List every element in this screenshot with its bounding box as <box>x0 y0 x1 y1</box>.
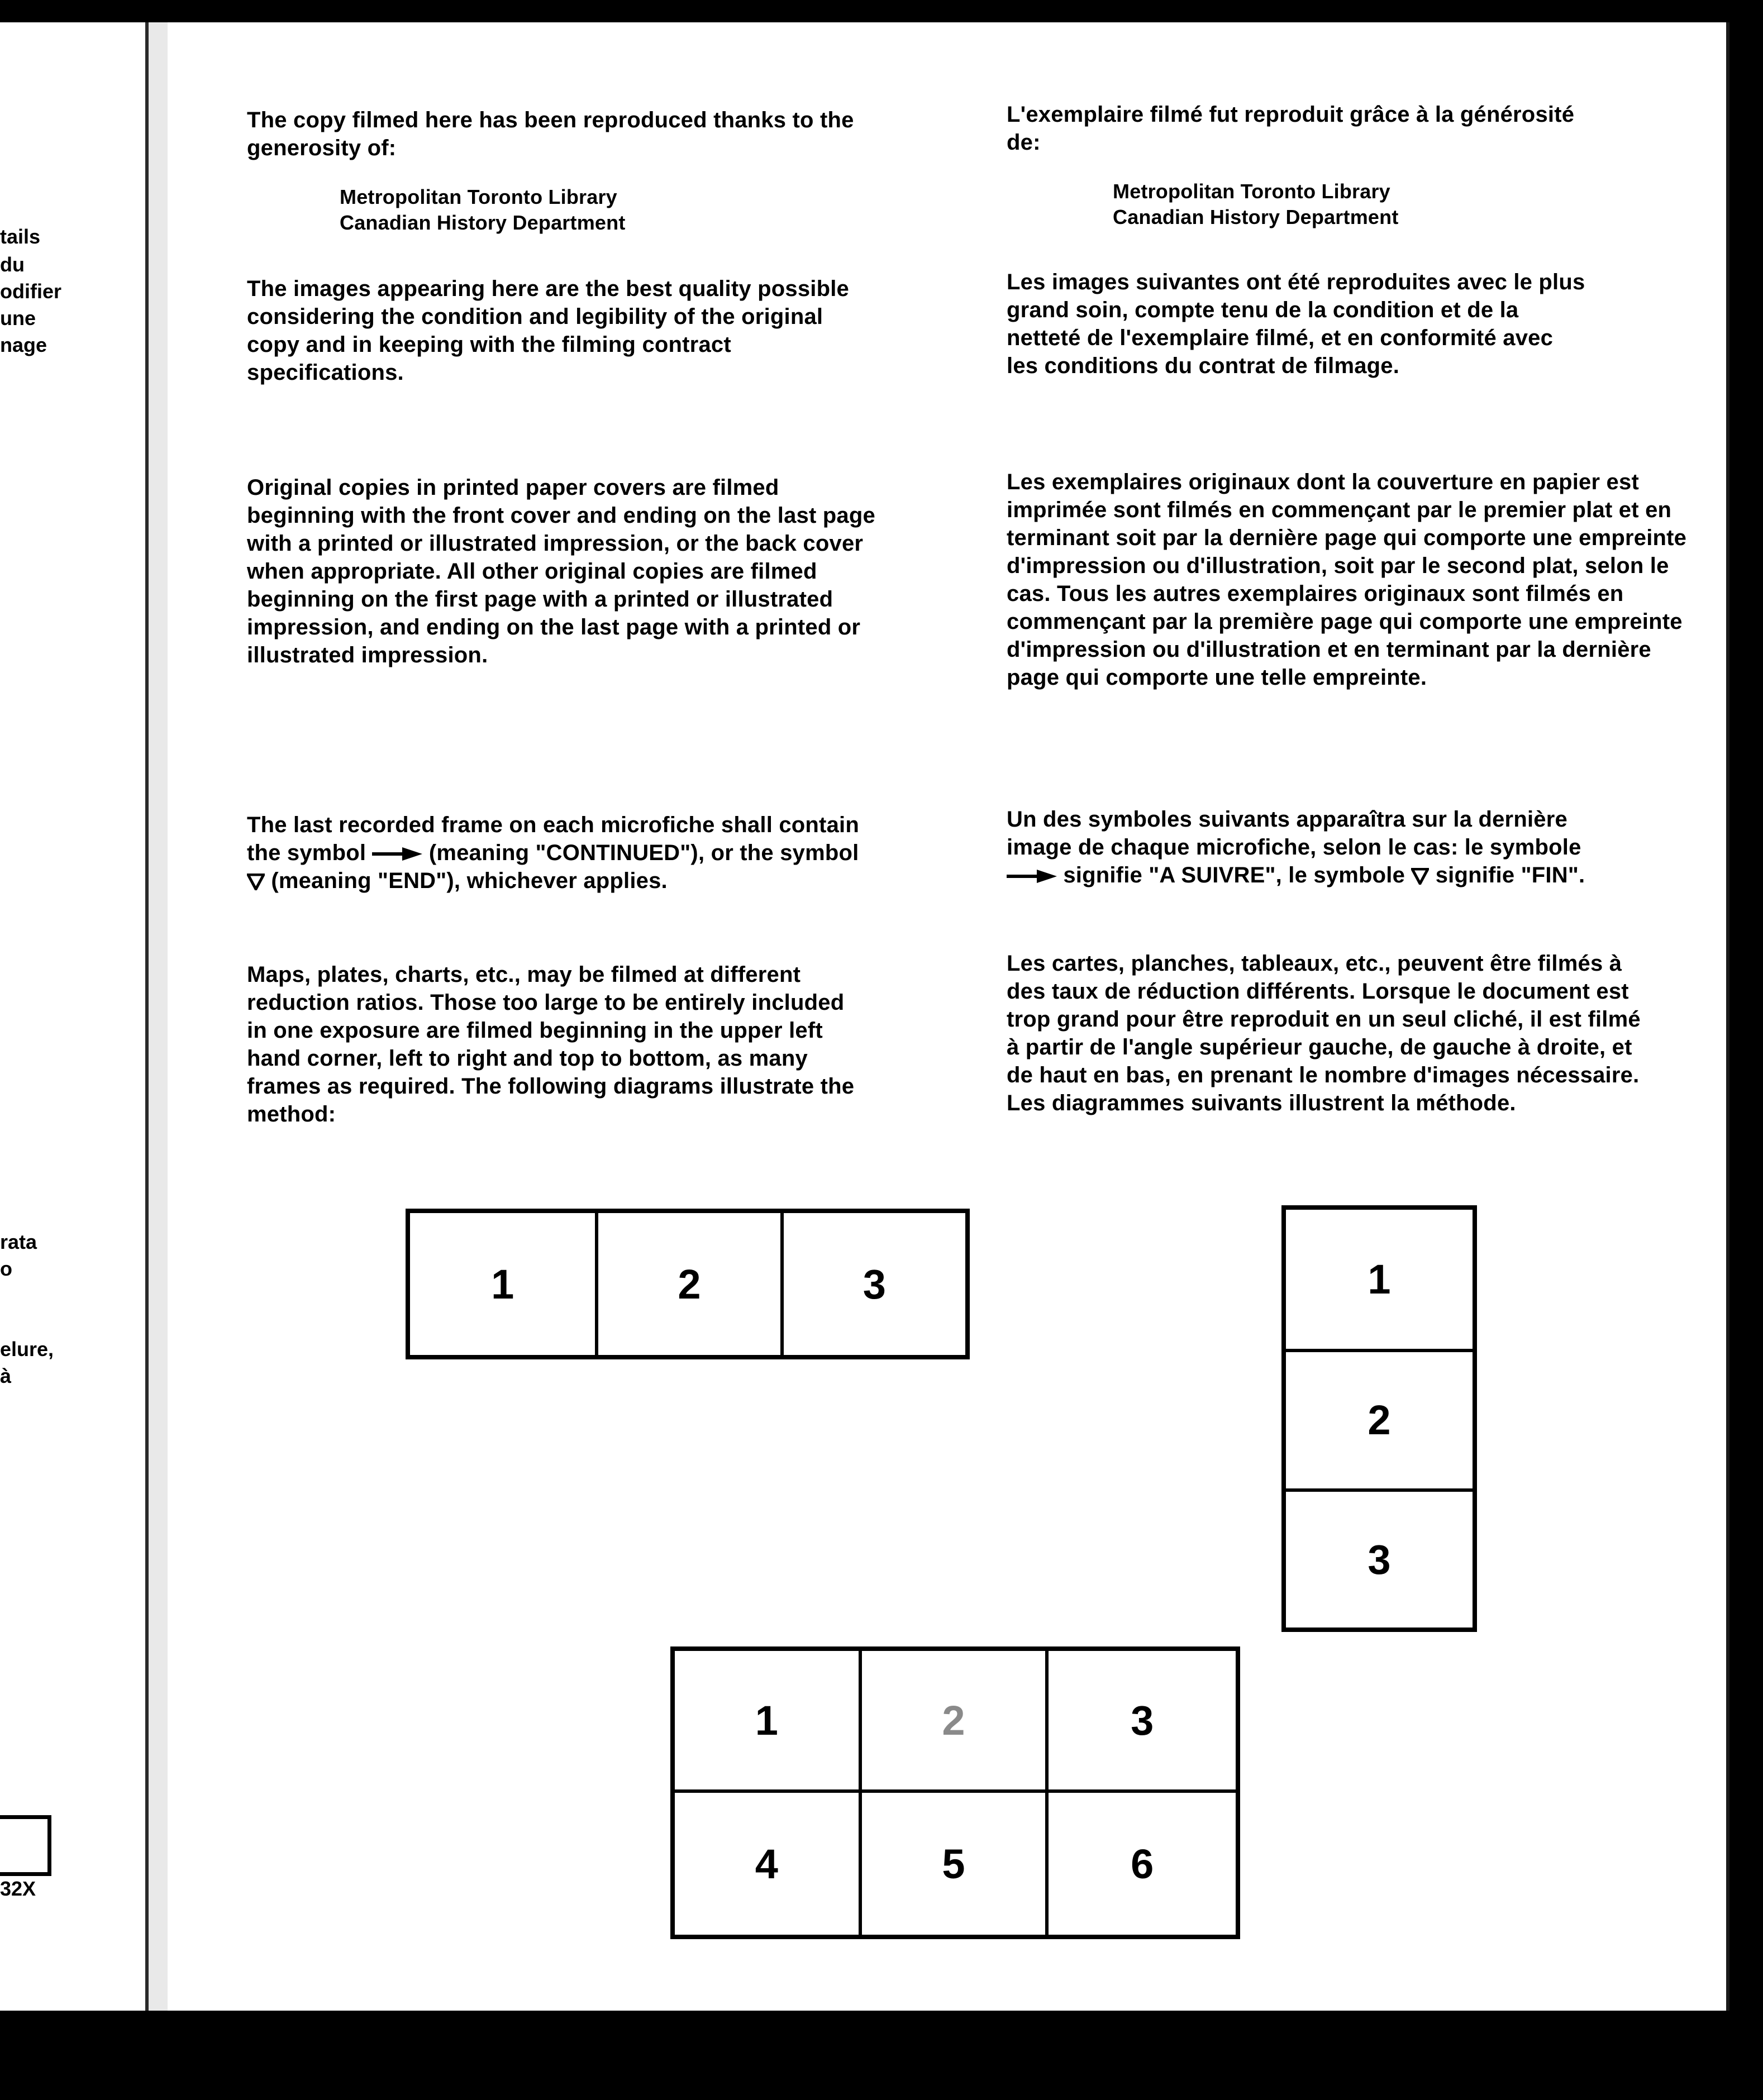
french-symbols <box>1007 805 1588 889</box>
symbol-text: signifie "FIN". <box>1435 863 1585 887</box>
french-quality: Les images suivantes ont été reproduites avec le plus grand soin, compte tenu de la condition et de la netteté de l'exemplaire filmé, et en conformité avec les conditions du contrat de filmage. <box>1007 270 1585 378</box>
english-symbols <box>247 811 867 895</box>
symbol-text: (meaning "END"), whichever applies. <box>271 868 668 893</box>
frame-cell: 1 <box>1367 1256 1391 1303</box>
arrow-icon <box>372 847 422 861</box>
library-department: Canadian History Department <box>1113 206 1399 228</box>
symbol-text: The last recorded frame on each microfiche shall contain the symbol <box>247 813 859 865</box>
strip-fragment: odifier <box>0 280 62 303</box>
strip-fragment: une <box>0 307 36 330</box>
frame-cell: 6 <box>1131 1840 1154 1887</box>
strip-fragment: 32X <box>0 1877 36 1900</box>
strip-fragment: rata <box>0 1230 37 1253</box>
arrow-icon <box>1007 870 1057 883</box>
strip-fragment: elure, <box>0 1338 54 1361</box>
english-originals: Original copies in printed paper covers are filmed beginning with the front cover and ending on the last page with a printed or illustrated impression, or the back cover when appropriate. All other original copies are filmed beginning on the first page with a printed or illustrated impression, and ending on the last page with a printed or illustrated impression. <box>247 475 875 667</box>
french-maps: Les cartes, planches, tableaux, etc., peuvent être filmés à des taux de réduction différents. Lorsque le document est trop grand pour être reproduit en un seul cliché, il est filmé à partir de l'angle supérieur gauche, de gauche à droite, et de haut en bas, en prenant le nombre d'images nécessaire. Les diagrammes suivants illustrent la méthode. <box>1007 951 1641 1115</box>
frame-cell: 1 <box>491 1261 514 1307</box>
frame-cell: 2 <box>595 1213 780 1355</box>
french-library <box>1113 179 1399 230</box>
library-department: Canadian History Department <box>340 211 626 234</box>
english-library <box>340 184 626 236</box>
strip-fragment: tails <box>0 225 41 248</box>
symbol-text: (meaning "CONTINUED"), or the symbol <box>428 841 859 865</box>
frame-cell: 2 <box>862 1651 1049 1793</box>
grid-frames-diagram <box>670 1646 1240 1939</box>
triangle-down-icon <box>247 874 265 890</box>
strip-box <box>0 1815 51 1876</box>
adjacent-page-strip <box>0 22 145 2011</box>
english-quality: The images appearing here are the best quality possible considering the condition and legibility of the original copy and in keeping with the filming contract specifications. <box>247 276 849 385</box>
frame-cell: 3 <box>1049 1651 1236 1793</box>
english-maps: Maps, plates, charts, etc., may be filmed at different reduction ratios. Those too large to be entirely included in one exposure are filmed beginning in the upper left hand corner, left to right and top to bottom, as many frames as required. The following diagrams illustrate the method: <box>247 962 855 1127</box>
library-name: Metropolitan Toronto Library <box>340 185 617 208</box>
frame-cell: 1 <box>675 1651 862 1793</box>
frame-cell: 5 <box>862 1793 1049 1935</box>
strip-fragment: à <box>0 1364 12 1387</box>
triangle-down-icon <box>1411 868 1429 885</box>
strip-fragment: du <box>0 253 25 276</box>
frame-cell: 2 <box>1286 1349 1473 1488</box>
frame-cell: 3 <box>780 1213 965 1355</box>
strip-fragment: nage <box>0 333 47 356</box>
french-originals: Les exemplaires originaux dont la couverture en papier est imprimée sont filmés en commençant par le premier plat et en terminant soit par la dernière page qui comporte une empreinte d'impression ou d'illustration, soit par le second plat, selon le cas. Tous les autres exemplaires originaux sont filmés en commençant par la première page qui comporte une empreinte d'impression ou d'illustration et en terminant par la dernière page qui comporte une telle empreinte. <box>1007 470 1687 690</box>
french-thanks: L'exemplaire filmé fut reproduit grâce à la générosité de: <box>1007 102 1575 155</box>
horizontal-frames-diagram <box>406 1209 970 1359</box>
vertical-frames-diagram <box>1281 1205 1477 1632</box>
microfiche-notice-page <box>168 22 1729 2011</box>
english-thanks: The copy filmed here has been reproduced thanks to the generosity of: <box>247 108 854 160</box>
symbol-text: signifie "A SUIVRE", le symbole <box>1063 863 1405 887</box>
frame-cell: 4 <box>675 1793 862 1935</box>
strip-fragment: o <box>0 1257 12 1280</box>
frame-cell: 3 <box>1286 1488 1473 1627</box>
symbol-text: Un des symboles suivants apparaîtra sur la dernière image de chaque microfiche, selon le cas: le symbole <box>1007 807 1581 860</box>
library-name: Metropolitan Toronto Library <box>1113 180 1390 203</box>
